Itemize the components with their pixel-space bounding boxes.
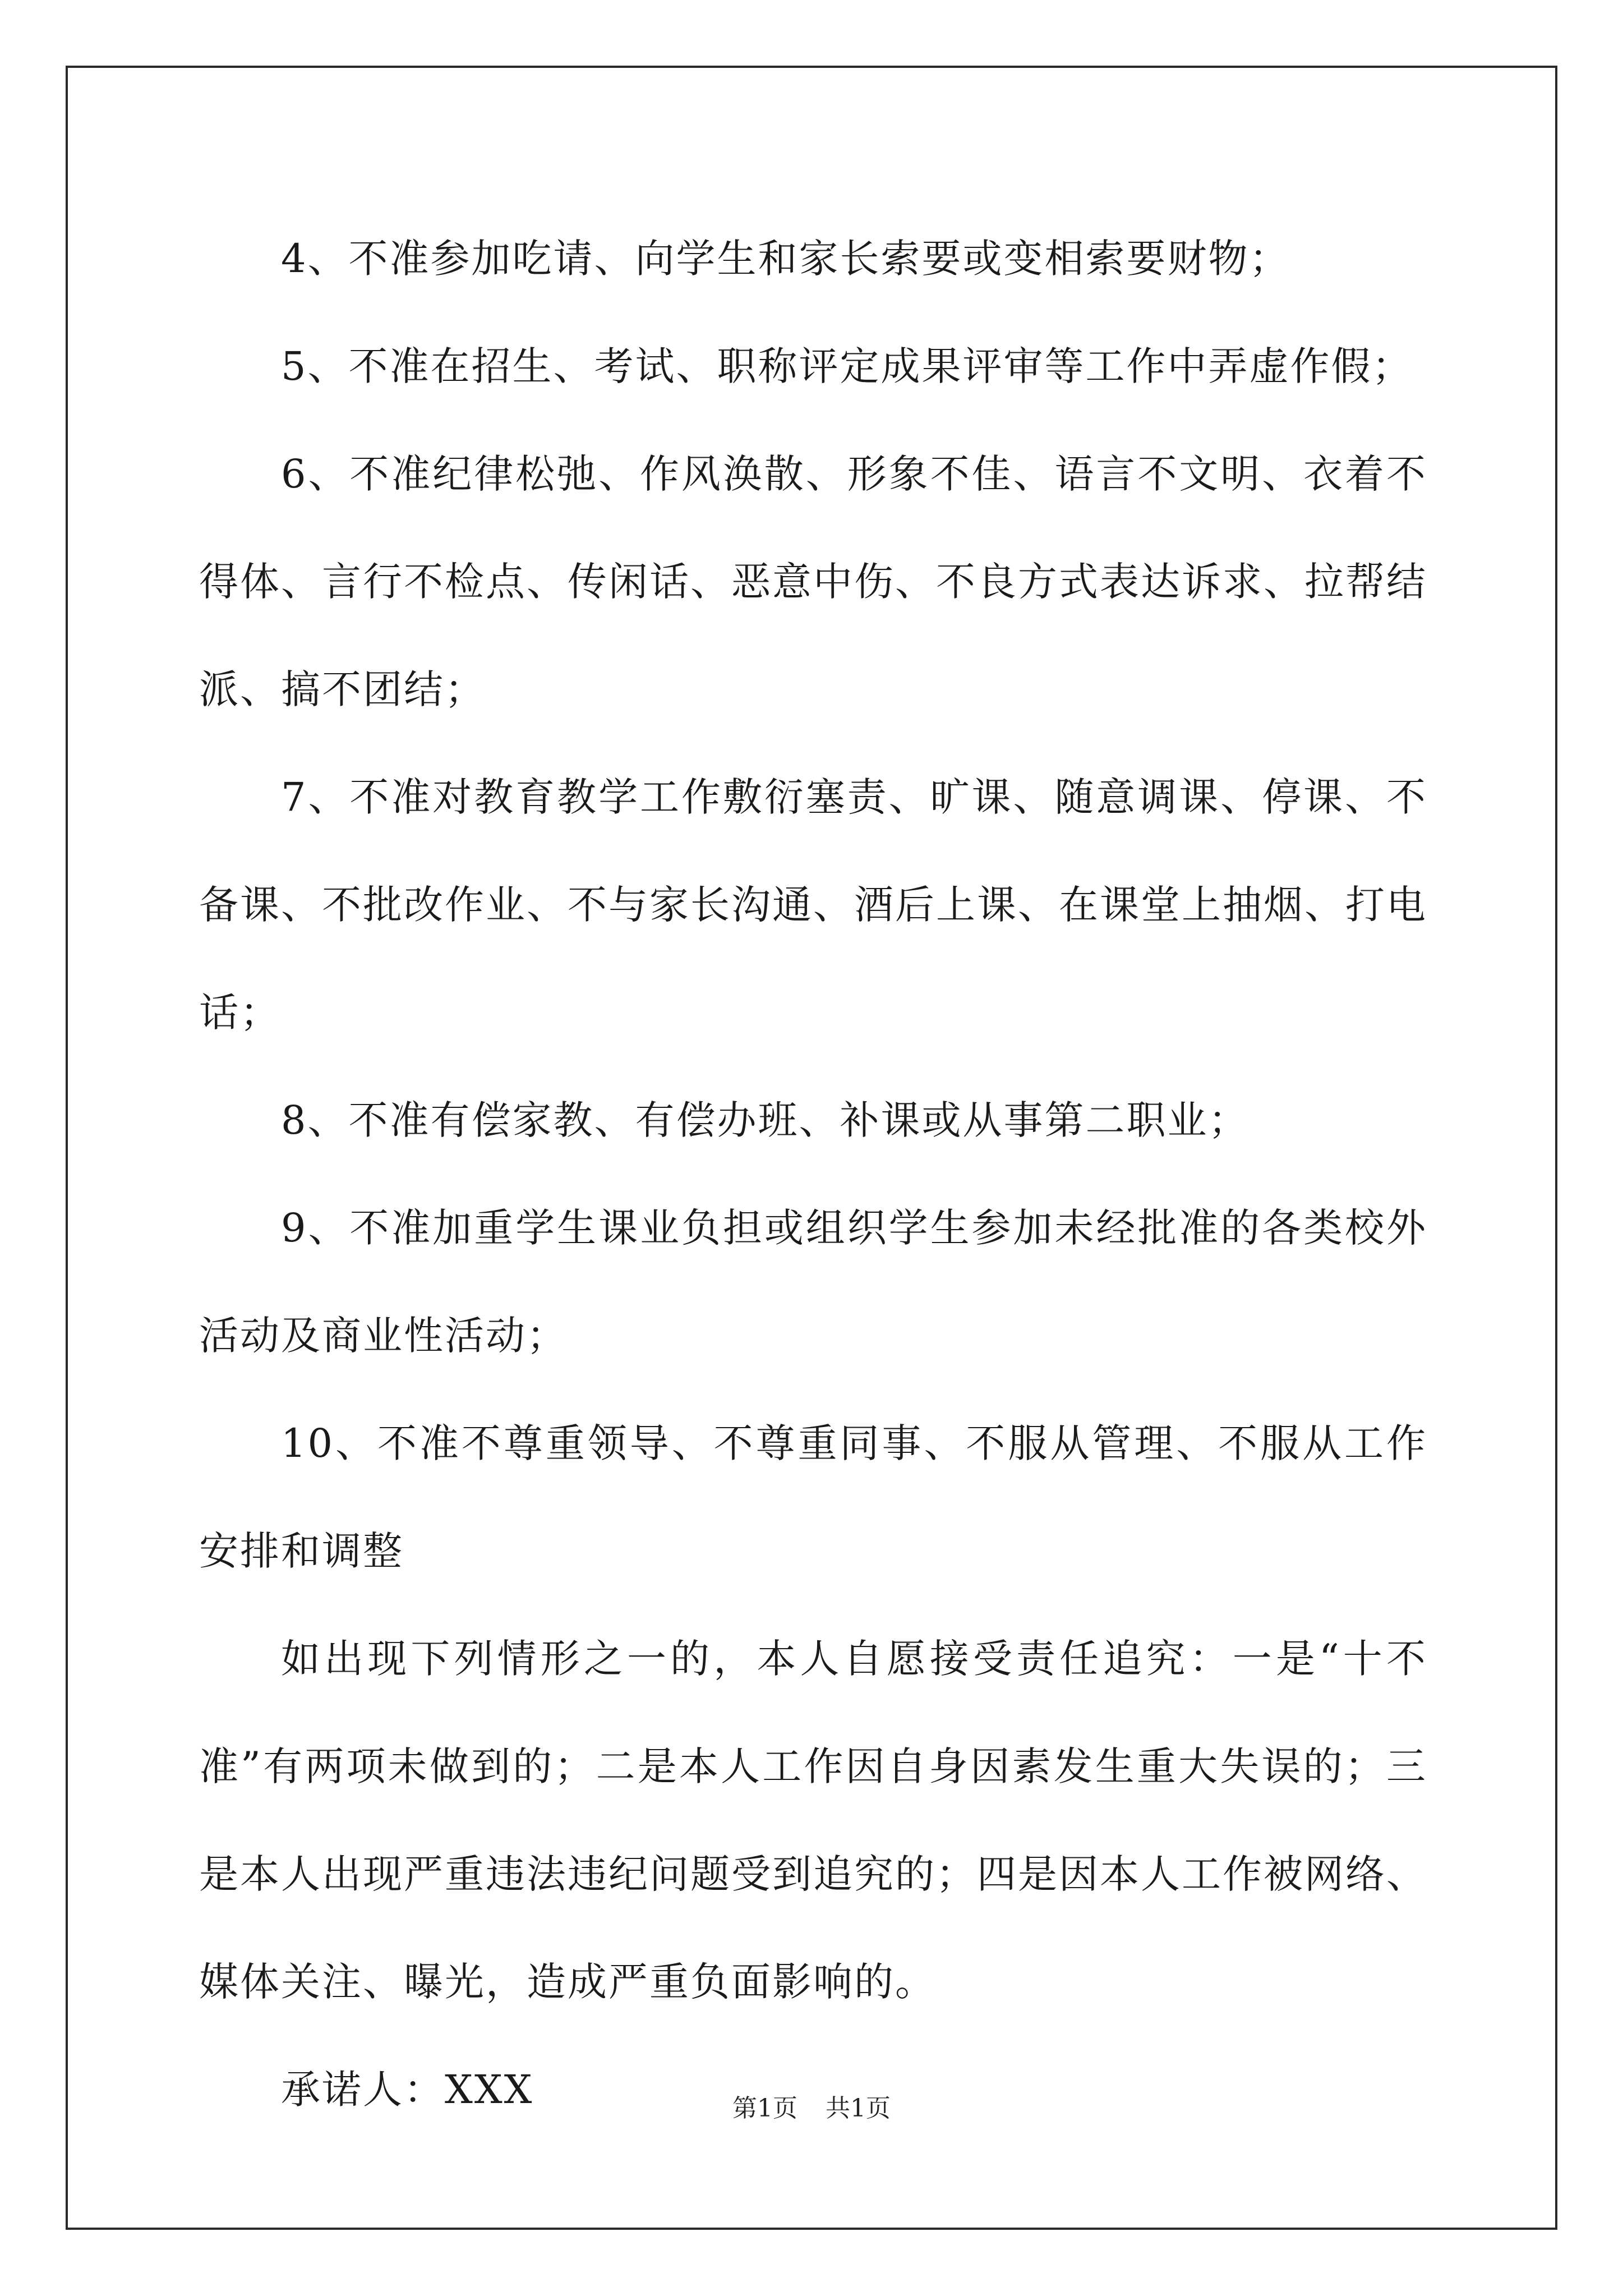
accountability-paragraph: 如出现下列情形之一的，本人自愿接受责任追究：一是“十不准”有两项未做到的；二是本人工作因自身因素发生重大失误的；三是本人出现严重违法违纪问题受到追究的；四是因本人工作被网络、媒体关注、曝光，造成严重负面影响的。 xyxy=(199,1636,1427,2005)
paragraph-item-6: 6、不准纪律松弛、作风涣散、形象不佳、语言不文明、衣着不得体、言行不检点、传闲话、恶意中伤、不良方式表达诉求、拉帮结派、搞不团结； xyxy=(199,451,1427,712)
page-footer xyxy=(0,2088,1623,2124)
paragraph-item-10: 10、不准不尊重领导、不尊重同事、不服从管理、不服从工作安排和调整 xyxy=(199,1420,1427,1574)
document-body xyxy=(199,205,1427,2143)
paragraph-item-7: 7、不准对教育教学工作敷衍塞责、旷课、随意调课、停课、不备课、不批改作业、不与家长沟通、酒后上课、在课堂上抽烟、打电话； xyxy=(199,774,1427,1036)
paragraph-item-9: 9、不准加重学生课业负担或组织学生参加未经批准的各类校外活动及商业性活动； xyxy=(199,1205,1427,1359)
signature-line: 承诺人：XXX xyxy=(281,2067,534,2113)
page-number-total: 共1页 xyxy=(826,2094,891,2123)
page-number-current: 第1页 xyxy=(732,2094,797,2123)
paragraph-item-8: 8、不准有偿家教、有偿办班、补课或从事第二职业； xyxy=(281,1097,1249,1143)
paragraph-item-4: 4、不准参加吃请、向学生和家长索要或变相索要财物； xyxy=(281,236,1290,282)
paragraph-item-5: 5、不准在招生、考试、职称评定成果评审等工作中弄虚作假； xyxy=(281,343,1413,389)
